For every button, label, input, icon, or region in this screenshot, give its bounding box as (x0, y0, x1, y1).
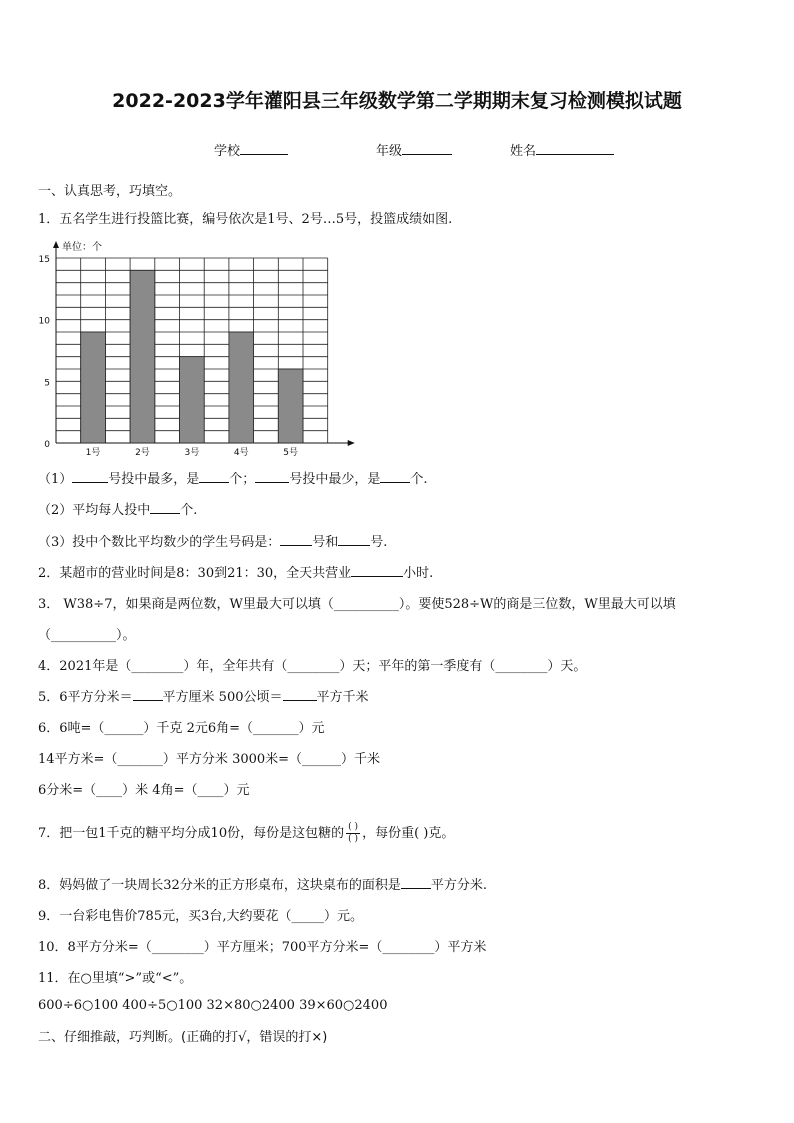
question-3-line1: 3． W38÷7，如果商是两位数，W里最大可以填（__________）。要使528÷W的商是三位数，W里最大可以填 (38, 597, 676, 612)
question-5: 5．6平方分米＝ 平方厘米 500公顷＝ 平方千米 (38, 690, 369, 705)
question-1: 1．五名学生进行投篮比赛，编号依次是1号、2号…5号，投篮成绩如图. (38, 212, 453, 227)
question-4: 4．2021年是（________）年，全年共有（________）天；平年的第一季度有（________）天。 (38, 659, 587, 674)
question-11-items: 600÷6○100 400÷5○100 32×80○2400 39×60○2400 (38, 998, 388, 1013)
x-tick-label: 3号 (184, 448, 200, 458)
y-axis-arrow (53, 241, 59, 248)
name-label: 姓名 (510, 144, 537, 159)
question-2: 2．某超市的营业时间是8：30到21：30，全天共营业 小时. (38, 566, 434, 581)
grade-blank (402, 142, 452, 155)
section-2-heading: 二、仔细推敲，巧判断。(正确的打√，错误的打×) (38, 1030, 328, 1045)
bar (229, 332, 254, 443)
question-1-3: （3）投中个数比平均数少的学生号码是： 号和 号. (38, 535, 388, 550)
name-field (510, 140, 614, 159)
bar (81, 332, 106, 443)
question-1-2: （2）平均每人投中 个. (38, 503, 198, 518)
school-field (214, 140, 288, 159)
question-9: 9．一台彩电售价785元，买3台,大约要花（_____）元。 (38, 909, 363, 924)
question-6-line3: 6分米=（____）米 4角=（____）元 (38, 783, 250, 798)
question-6-line2: 14平方米=（_______）平方分米 3000米=（______）千米 (38, 752, 381, 767)
question-3-line2: （__________）。 (38, 628, 136, 643)
bar (278, 369, 303, 443)
y-tick-label: 10 (38, 316, 50, 327)
name-blank (536, 142, 614, 155)
grade-label: 年级 (376, 144, 403, 159)
question-7: 7．把一包1千克的糖平均分成10份，每份是这包糖的 $\frac{( )}{( )}$ ，每份重( )克。 (38, 822, 455, 844)
grade-field (376, 140, 452, 159)
school-blank (240, 142, 288, 155)
x-tick-label: 5号 (283, 448, 299, 458)
section-1-heading: 一、认真思考，巧填空。 (38, 184, 182, 199)
school-label: 学校 (214, 144, 241, 159)
page-title: 2022-2023学年灌阳县三年级数学第二学期期末复习检测模拟试题 (112, 90, 682, 112)
x-tick-label: 2号 (135, 448, 150, 458)
question-8: 8．妈妈做了一块周长32分米的正方形桌布，这块桌布的面积是 平方分米. (38, 878, 487, 893)
question-1-1: （1） 号投中最多，是 个； 号投中最少，是 个. (38, 472, 428, 487)
x-axis-arrow (348, 440, 355, 446)
question-6-line1: 6．6吨=（______）千克 2元6角=（_______）元 (38, 721, 325, 736)
y-tick-label: 15 (38, 255, 50, 265)
bar (130, 270, 155, 443)
bar-chart (34, 238, 364, 458)
fraction-blank: $\frac{( )}{( )}$ (346, 823, 360, 844)
question-10: 10．8平方分米=（________）平方厘米；700平方分米=（________）平方米 (38, 940, 487, 955)
x-tick-label: 1号 (85, 448, 101, 458)
y-tick-label: 5 (44, 378, 50, 389)
y-tick-label: 0 (44, 440, 50, 450)
chart-unit-label: 单位：个 (62, 242, 102, 253)
bar (180, 357, 205, 443)
x-tick-label: 4号 (233, 448, 249, 458)
question-11: 11．在○里填“>”或“<”。 (38, 971, 193, 986)
